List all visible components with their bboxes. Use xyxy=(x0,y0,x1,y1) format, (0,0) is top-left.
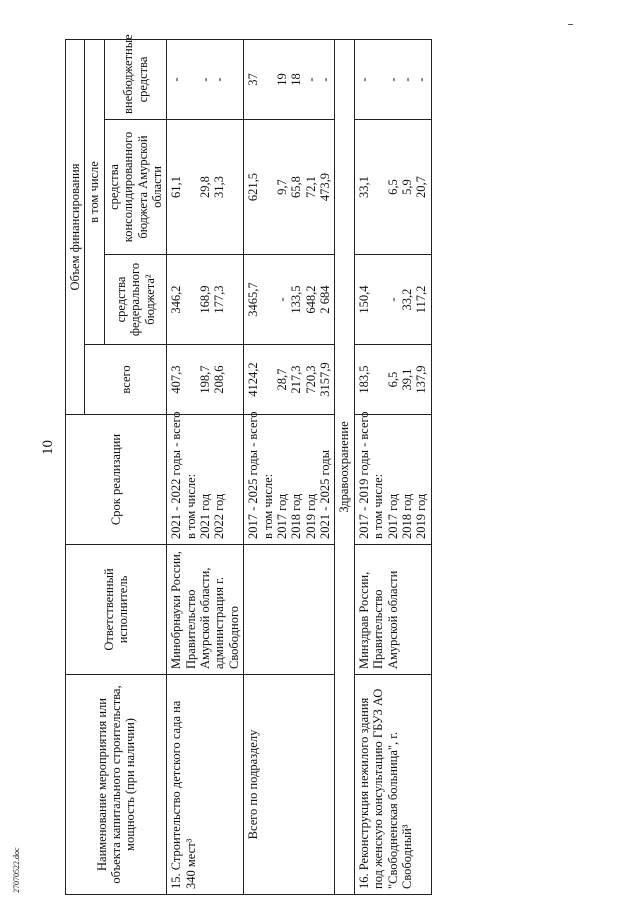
header-federal: средства федерального бюджета² xyxy=(104,255,167,345)
period-line: 2021 - 2025 годы xyxy=(318,449,332,539)
period-line: в том числе: xyxy=(371,473,386,539)
header-name: Наименование мероприятия или объекта капитального строительства, мощность (при наличии) xyxy=(66,675,167,895)
total-value: 217,3 xyxy=(289,365,304,394)
extra-value: 19 xyxy=(274,73,289,86)
consolidated-value: 33,1 xyxy=(356,176,371,198)
extra-value: - xyxy=(212,77,227,82)
extra-value: - xyxy=(414,77,429,82)
period-line: 2021 год xyxy=(198,493,212,539)
consolidated-value: 31,3 xyxy=(212,176,227,198)
consolidated-value: 621,5 xyxy=(246,172,261,202)
period-line: 2018 год xyxy=(289,493,304,539)
extra-value: - xyxy=(356,77,371,82)
period-line: в том числе: xyxy=(260,473,275,539)
consolidated-value: 9,7 xyxy=(274,179,289,195)
header-funding: Объем финансирования xyxy=(66,40,85,415)
consolidated-value: 473,9 xyxy=(318,172,332,202)
period-line: 2018 год xyxy=(399,493,414,539)
consolidated-value: 20,7 xyxy=(414,176,429,198)
header-total: всего xyxy=(85,345,167,415)
total-value: 39,1 xyxy=(399,368,414,391)
corner-mark xyxy=(568,24,573,25)
consolidated-value: 6,5 xyxy=(385,179,400,195)
extra-value: - xyxy=(318,77,332,82)
section-row xyxy=(335,40,354,895)
row-executor: Минздрав России, Правительство Амурской области xyxy=(354,545,431,675)
federal-value: 3465,7 xyxy=(246,282,261,317)
total-value: 4124,2 xyxy=(246,362,261,397)
federal-value: 2 684 xyxy=(318,285,332,314)
federal-value: 150,4 xyxy=(356,285,371,314)
federal-value: - xyxy=(385,297,400,302)
consolidated-value: 29,8 xyxy=(198,176,212,198)
extra-value: - xyxy=(169,77,184,82)
table-row xyxy=(244,40,335,895)
row-name: Реконструкция нежилого здания под женскую консультацию ГБУЗ АО "Свободненская больница", г. Свободный³ xyxy=(356,688,414,889)
period-line: 2022 год xyxy=(212,493,227,539)
header-extrabudget: внебюджетные средства xyxy=(104,40,167,120)
federal-value: 117,2 xyxy=(414,285,429,314)
header-executor: Ответственный исполнитель xyxy=(66,545,167,675)
page-number: 10 xyxy=(40,440,56,455)
extra-value: - xyxy=(385,77,400,82)
total-value: 183,5 xyxy=(356,365,371,394)
period-line: 2019 год xyxy=(414,493,429,539)
federal-value: 346,2 xyxy=(169,285,184,314)
table-row xyxy=(167,40,244,895)
period-line: 2017 - 2019 годы - всего xyxy=(356,411,371,539)
consolidated-value: 72,1 xyxy=(303,176,318,198)
total-value: 6,5 xyxy=(385,371,400,388)
extra-value: - xyxy=(198,77,212,82)
section-title: Здравоохранение xyxy=(335,40,354,895)
consolidated-value: 65,8 xyxy=(289,176,304,198)
extra-value: - xyxy=(399,77,414,82)
financing-table xyxy=(65,34,432,895)
total-value: 720,3 xyxy=(303,365,318,394)
header-consolidated: средства консолидированного бюджета Амурской области xyxy=(104,120,167,255)
subtotal-label: Всего по подразделу xyxy=(244,675,335,895)
federal-value: 177,3 xyxy=(212,285,227,314)
header-period: Срок реализации xyxy=(66,415,167,545)
total-value: 208,6 xyxy=(212,365,227,394)
table-row xyxy=(354,40,431,895)
period-line: 2017 год xyxy=(385,493,400,539)
header-including: в том числе xyxy=(85,40,104,345)
period-line: 2021 - 2022 годы - всего xyxy=(169,411,184,539)
rotated-table-page xyxy=(65,34,610,895)
period-line: в том числе: xyxy=(183,473,198,539)
period-line: 2017 - 2025 годы - всего xyxy=(246,411,261,539)
period-line: 2019 год xyxy=(303,493,318,539)
extra-value: - xyxy=(303,77,318,82)
federal-value: 648,2 xyxy=(303,285,318,314)
footer-docname: 27070522.doc xyxy=(12,847,21,893)
federal-value: 168,9 xyxy=(198,285,212,314)
total-value: 198,7 xyxy=(198,365,212,394)
federal-value: 133,5 xyxy=(289,285,304,314)
row-name: Строительство детского сада на 340 мест³ xyxy=(169,700,198,889)
total-value: 28,7 xyxy=(274,368,289,391)
total-value: 407,3 xyxy=(169,365,184,394)
federal-value: - xyxy=(274,297,289,302)
total-value: 137,9 xyxy=(414,365,429,394)
total-value: 3157,9 xyxy=(318,362,332,397)
federal-value: 33,2 xyxy=(399,288,414,311)
period-line: 2017 год xyxy=(274,493,289,539)
extra-value: 18 xyxy=(289,73,304,86)
consolidated-value: 5,9 xyxy=(399,179,414,195)
row-number: 15. xyxy=(169,873,184,889)
consolidated-value: 61,1 xyxy=(169,176,184,198)
row-number: 16. xyxy=(356,873,371,889)
extra-value: 37 xyxy=(246,73,261,86)
row-executor: Минобрнауки России, Правительство Амурской области, администрация г. Свободного xyxy=(167,545,244,675)
